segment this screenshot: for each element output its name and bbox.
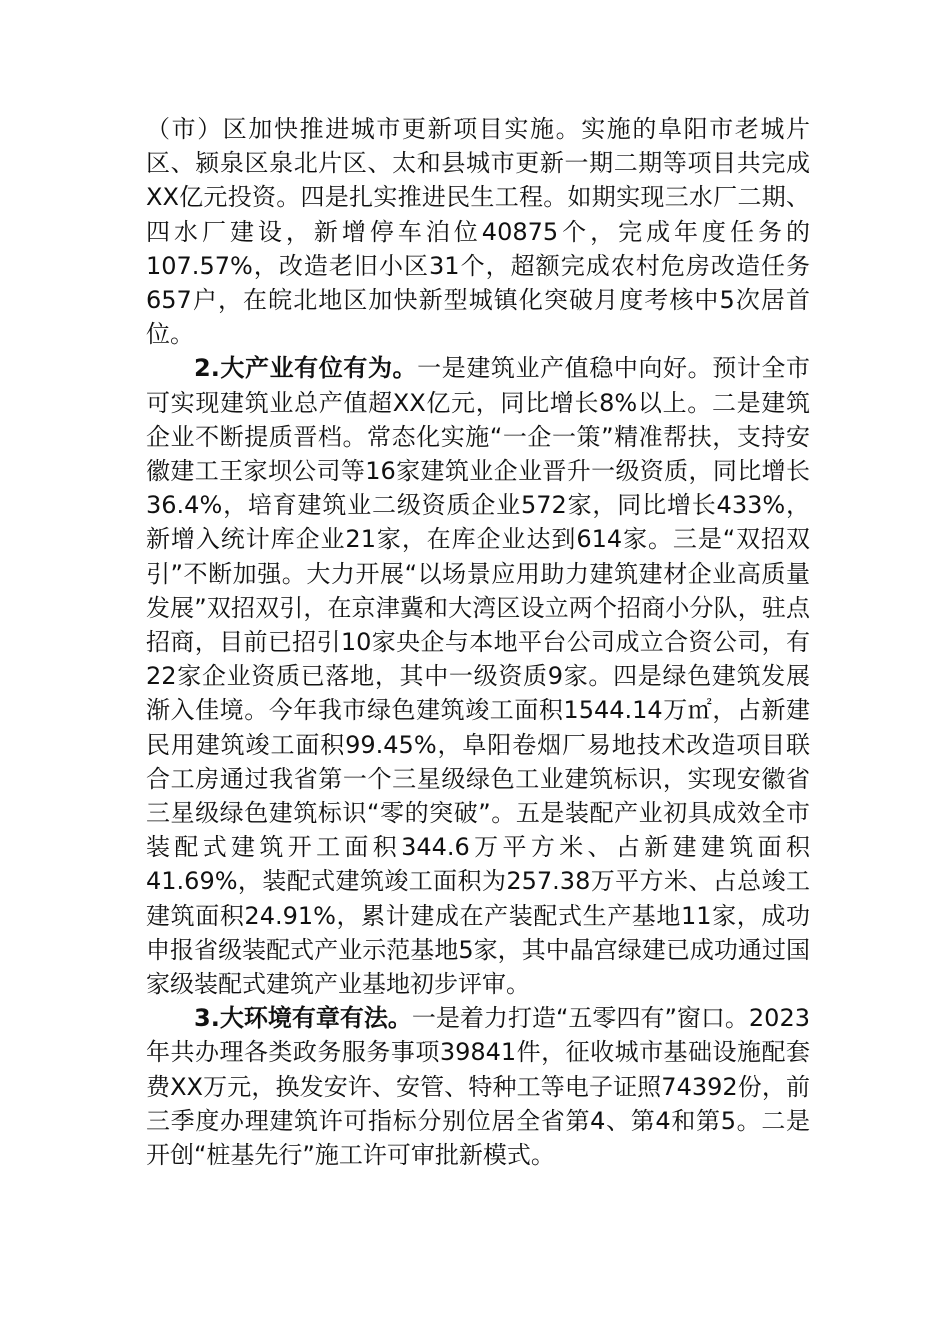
paragraph-1-text: （市）区加快推进城市更新项目实施。实施的阜阳市老城片区、颍泉区泉北片区、太和县城市更新一期二期等项目共完成XX亿元投资。四是扎实推进民生工程。如期实现三水厂二期、四水厂建设，新增停车泊位40875个，完成年度任务的107.57%，改造老旧小区31个，超额完成农村危房改造任务657户，在皖北地区加快新型城镇化突破月度考核中5次居首位。 [146, 115, 810, 349]
paragraph-2-text: 一是建筑业产值稳中向好。预计全市可实现建筑业总产值超XX亿元，同比增长8%以上。二是建筑企业不断提质晋档。常态化实施“一企一策”精准帮扶，支持安徽建工王家坝公司等16家建筑业企业晋升一级资质，同比增长36.4%，培育建筑业二级资质企业572家，同比增长433%，新增入统计库企业21家，在库企业达到614家。三是“双招双引”不断加强。大力开展“以场景应用助力建筑建材企业高质量发展”双招双引，在京津冀和大湾区设立两个招商小分队，驻点招商，目前已招引10家央企与本地平台公司成立合资公司，有22家企业资质已落地，其中一级资质9家。四是绿色建筑发展渐入佳境。今年我市绿色建筑竣工面积1544.14万㎡，占新建民用建筑竣工面积99.45%，阜阳卷烟厂易地技术改造项目联合工房通过我省第一个三星级绿色工业建筑标识，实现安徽省三星级绿色建筑标识“零的突破”。五是装配产业初具成效全市装配式建筑开工面积344.6万平方米、占新建建筑面积41.69%，装配式建筑竣工面积为257.38万平方米、占总竣工建筑面积24.91%，累计建成在产装配式生产基地11家，成功申报省级装配式产业示范基地5家，其中晶宫绿建已成功通过国家级装配式建筑产业基地初步评审。 [146, 354, 810, 999]
paragraph-1 [146, 112, 810, 351]
section-heading-3: 3.大环境有章有法。 [194, 1004, 412, 1033]
paragraph-3-text: 一是着力打造“五零四有”窗口。2023年共办理各类政务服务事项39841件，征收城市基础设施配套费XX万元，换发安许、安管、特种工等电子证照74392份，前三季度办理建筑许可指标分别位居全省第4、第4和第5。二是开创“桩基先行”施工许可审批新模式。 [146, 1004, 810, 1170]
paragraph-2 [146, 351, 810, 1001]
section-heading-2: 2.大产业有位有为。 [194, 354, 418, 383]
paragraph-3 [146, 1001, 810, 1172]
document-page [146, 112, 810, 1172]
